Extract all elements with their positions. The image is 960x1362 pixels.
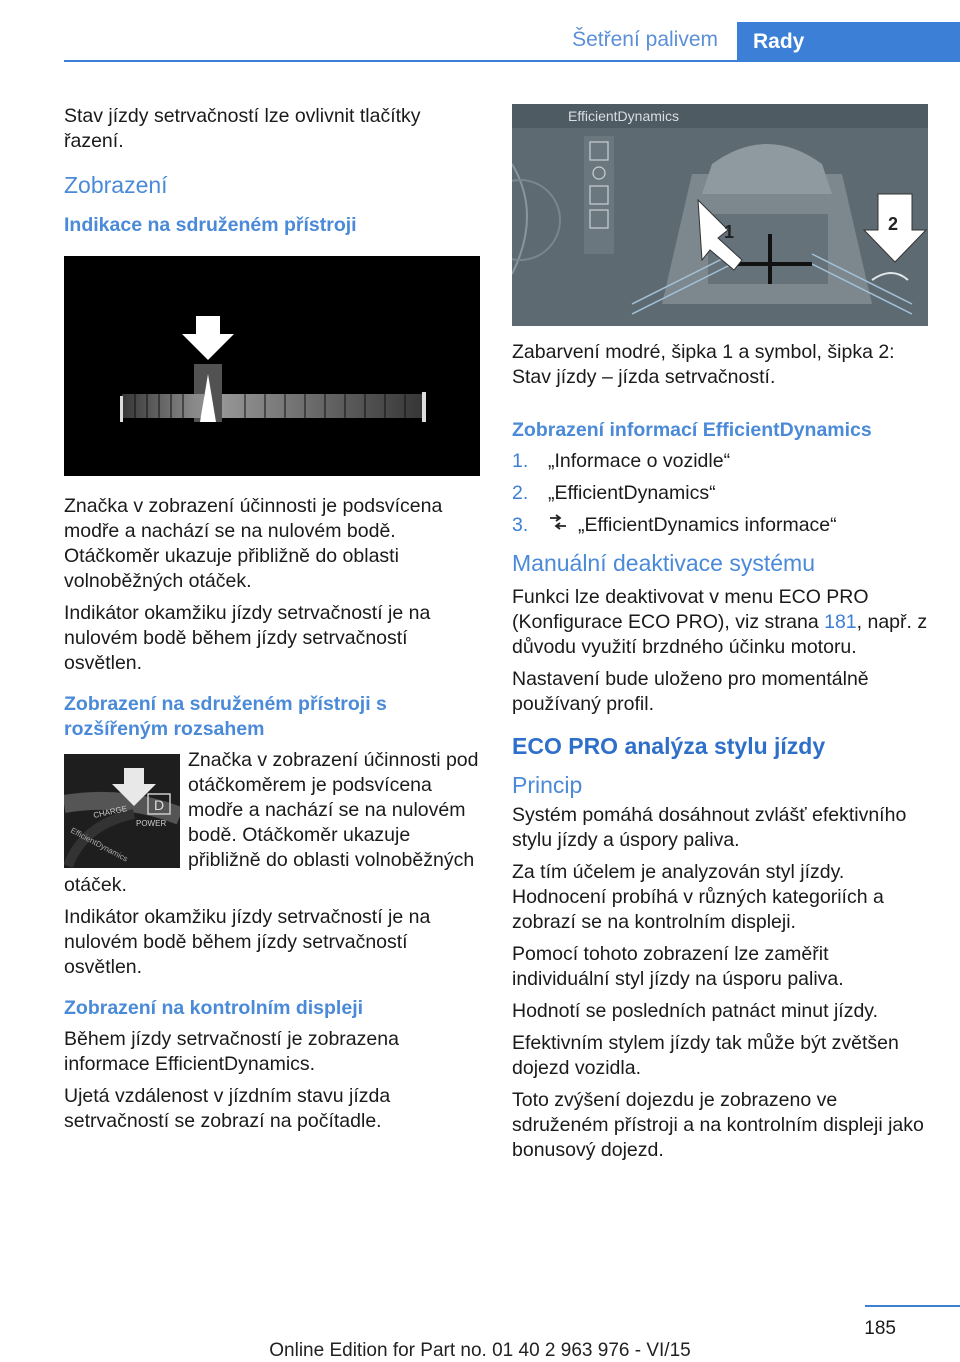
- heading-princip: Princip: [512, 772, 583, 798]
- page-link[interactable]: 181: [824, 611, 857, 633]
- brand-label: EfficientDynamics: [69, 825, 130, 864]
- right-column: [512, 104, 930, 1170]
- list-text: „EfficientDynamics“: [548, 482, 716, 504]
- footer-edition: Online Edition for Part no. 01 40 2 963 976 - VI/15: [269, 1340, 691, 1361]
- cluster-paragraph-2: Indikátor okamžiku jízdy setrvačností je na nulovém bodě během jízdy setrvačností osvětlen.: [64, 602, 431, 674]
- heading-info: Zobrazení informací EfficientDynamics: [512, 419, 872, 441]
- manual-text-a: Funkci lze deaktivovat v menu ECO PRO (Konfigurace ECO PRO), viz strana: [512, 586, 869, 633]
- intro-paragraph: Stav jízdy setrvačností lze ovlivnit tlačítky řazení.: [64, 105, 421, 152]
- power-label: POWER: [136, 819, 167, 828]
- arrow-1-label: 1: [724, 222, 735, 242]
- control-paragraph-2: Ujetá vzdálenost v jízdním stavu jízda setrvačností se zobrazí na počítadle.: [64, 1085, 391, 1132]
- info-list: [512, 449, 930, 538]
- manual-paragraph-1: [512, 585, 930, 660]
- left-column: [64, 104, 482, 1141]
- list-number: 2.: [512, 482, 529, 504]
- manual-text-b: , např. z důvodu využití brzdného účinku motoru.: [512, 611, 928, 658]
- extended-block: [64, 748, 482, 905]
- footer-rule: [865, 1305, 960, 1307]
- screen-title: EfficientDynamics: [568, 108, 680, 124]
- efficiency-gauge-figure: [64, 256, 480, 476]
- header-chapter-tab[interactable]: Rady: [737, 22, 960, 62]
- list-item: [512, 481, 930, 506]
- list-item: [512, 449, 930, 474]
- heading-control-display: Zobrazení na kontrolním displeji: [64, 997, 364, 1019]
- heading-manual-deactivation: Manuální deaktivace systému: [512, 550, 815, 576]
- extended-paragraph-1: Značka v zobrazení účinnosti pod otáčkoměrem je podsvícena modře a nachází se na nulovém bodě. Otáčkoměr ukazuje přibližně do oblasti volnoběžných otáček.: [64, 749, 479, 896]
- header-section-title: Šetření palivem: [572, 28, 718, 51]
- list-number: 1.: [512, 450, 529, 472]
- list-text: „Informace o vozidle“: [548, 450, 731, 472]
- arrow-2-label: 2: [888, 214, 899, 234]
- heading-cluster: Indikace na sdruženém přístroji: [64, 214, 357, 236]
- list-item: [512, 513, 930, 538]
- efficientdynamics-screen-figure: [512, 104, 928, 326]
- heading-extended: Zobrazení na sdruženém přístroji s rozšířeným rozsahem: [64, 693, 387, 740]
- page-number: 185: [864, 1318, 896, 1339]
- extended-gauge-figure: [64, 754, 180, 868]
- princip-paragraph-5: Efektivním stylem jízdy tak může být zvětšen dojezd vozidla.: [512, 1032, 899, 1079]
- figure-caption: Zabarvení modré, šipka 1 a symbol, šipka 2: Stav jízdy – jízda setrvačností.: [512, 341, 895, 388]
- princip-paragraph-4: Hodnotí se posledních patnáct minut jízdy.: [512, 1000, 879, 1022]
- heading-display: Zobrazení: [64, 172, 168, 198]
- control-paragraph-1: Během jízdy setrvačností je zobrazena informace EfficientDynamics.: [64, 1028, 399, 1075]
- princip-paragraph-2: Za tím účelem je analyzován styl jízdy. Hodnocení probíhá v různých kategoriích a zobrazí se na kontrolním displeji.: [512, 861, 884, 933]
- list-number: 3.: [512, 514, 529, 536]
- princip-paragraph-3: Pomocí tohoto zobrazení lze zaměřit individuální styl jízdy na úsporu paliva.: [512, 943, 844, 990]
- cluster-paragraph-1: Značka v zobrazení účinnosti je podsvícena modře a nachází se na nulovém bodě. Otáčkoměr ukazuje přibližně do oblasti volnoběžných otáček.: [64, 495, 443, 592]
- heading-eco-pro: ECO PRO analýza stylu jízdy: [512, 733, 826, 759]
- princip-paragraph-6: Toto zvýšení dojezdu je zobrazeno ve sdruženém přístroji a na kontrolním displeji jako bonusový dojezd.: [512, 1089, 924, 1161]
- charge-label: CHARGE: [92, 804, 128, 820]
- manual-paragraph-2: Nastavení bude uloženo pro momentálně používaný profil.: [512, 668, 869, 715]
- princip-paragraph-1: Systém pomáhá dosáhnout zvlášť efektivního stylu jízdy a úspory paliva.: [512, 804, 907, 851]
- efficientdynamics-icon: [548, 513, 578, 538]
- extended-paragraph-2: Indikátor okamžiku jízdy setrvačností je na nulovém bodě během jízdy setrvačností osvětlen.: [64, 906, 431, 978]
- list-text: „EfficientDynamics informace“: [578, 514, 837, 536]
- header-rule: [64, 60, 960, 62]
- gear-indicator: D: [154, 797, 165, 813]
